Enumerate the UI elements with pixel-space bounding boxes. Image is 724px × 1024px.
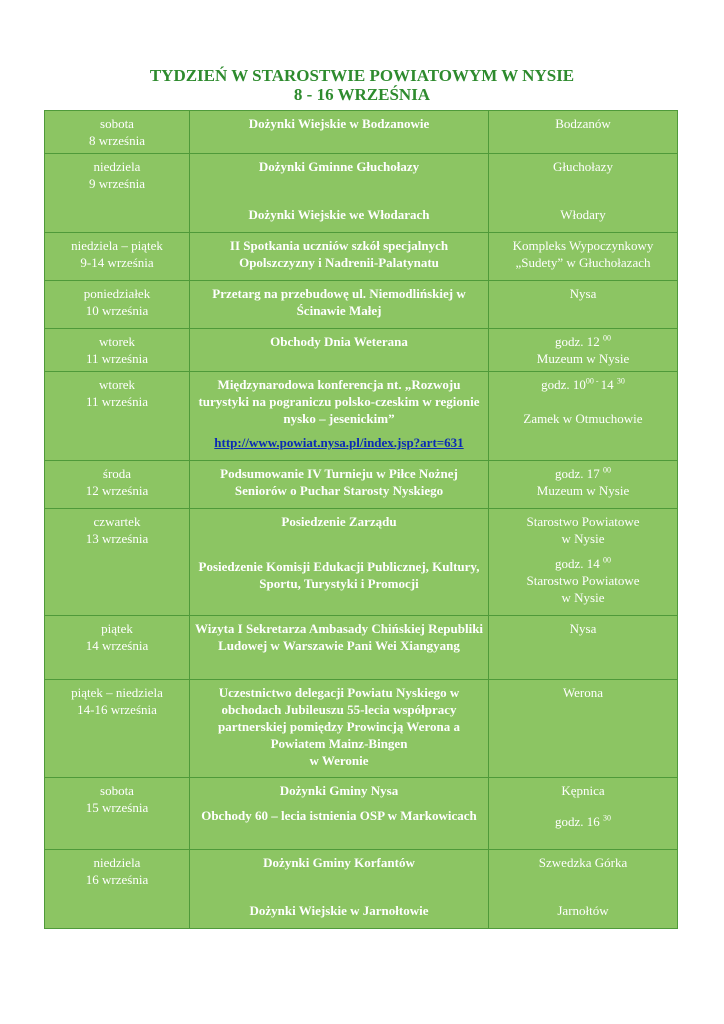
- time-end: 14: [600, 377, 614, 392]
- table-row: [45, 509, 678, 616]
- weekday: wtorek: [98, 334, 136, 349]
- event-title: II Spotkania uczniów szkół specjalnych Opolszczyzny i Nadrenii-Palatynatu: [229, 238, 449, 270]
- day-cell: [45, 329, 190, 372]
- day-cell: [45, 461, 190, 509]
- schedule-table: [44, 110, 678, 929]
- table-row: [45, 281, 678, 329]
- date: 8 września: [89, 133, 145, 148]
- weekday: sobota: [100, 116, 134, 131]
- day-cell: [45, 372, 190, 461]
- event-cell: [190, 616, 489, 680]
- event-title: Dożynki Wiejskie w Jarnołtowie: [249, 903, 429, 918]
- day-cell: [45, 111, 190, 154]
- date: 14-16 września: [77, 702, 157, 717]
- event-title: Dożynki Wiejskie w Bodzanowie: [248, 116, 430, 131]
- event-cell: [190, 778, 489, 850]
- event-cell: [190, 233, 489, 281]
- weekday: piątek: [101, 621, 133, 636]
- date: 10 września: [85, 303, 149, 318]
- place: Jarnołtów: [557, 903, 609, 918]
- weekday: sobota: [100, 783, 134, 798]
- day-cell: [45, 154, 190, 233]
- weekday: niedziela: [93, 855, 141, 870]
- place-cell: [489, 329, 678, 372]
- place: Nysa: [569, 621, 597, 636]
- day-cell: [45, 281, 190, 329]
- place: Nysa: [569, 286, 597, 301]
- place: Starostwo Powiatowe: [526, 514, 640, 529]
- place: Werona: [562, 685, 604, 700]
- weekday: piątek – niedziela: [71, 685, 163, 700]
- event-cell: [190, 850, 489, 929]
- event-cell: [190, 154, 489, 233]
- date: 12 września: [85, 483, 149, 498]
- day-cell: [45, 616, 190, 680]
- place: Zamek w Otmuchowie: [523, 411, 643, 426]
- event-cell: [190, 329, 489, 372]
- place-cell: [489, 616, 678, 680]
- place-cell: [489, 461, 678, 509]
- event-title: Podsumowanie IV Turnieju w Piłce Nożnej Seniorów o Puchar Starosty Nyskiego: [220, 466, 458, 498]
- place: Włodary: [560, 207, 606, 222]
- date: 11 września: [86, 351, 148, 366]
- table-row: [45, 372, 678, 461]
- event-title: Dożynki Gminy Korfantów: [263, 855, 415, 870]
- place: Muzeum w Nysie: [536, 483, 630, 498]
- time-value: godz. 17: [554, 466, 600, 481]
- table-row: [45, 461, 678, 509]
- event-time: [493, 555, 673, 572]
- time-minutes: 00: [603, 555, 612, 565]
- place: Muzeum w Nysie: [536, 351, 630, 366]
- event-time: [493, 465, 673, 482]
- date: 11 września: [86, 394, 148, 409]
- table-row: [45, 680, 678, 778]
- event-title: Posiedzenie Komisji Edukacji Publicznej, Kultury, Sportu, Turystyki i Promocji: [198, 559, 480, 591]
- weekday: czwartek: [93, 514, 141, 529]
- event-time: [493, 333, 673, 350]
- weekday: niedziela – piątek: [71, 238, 163, 253]
- time-end-minutes: 30: [616, 376, 625, 386]
- event-title: w Weronie: [309, 753, 369, 768]
- place: Kępnica: [561, 783, 605, 798]
- day-cell: [45, 778, 190, 850]
- place: Głuchołazy: [553, 159, 613, 174]
- date: 9 września: [89, 176, 145, 191]
- table-row: [45, 111, 678, 154]
- place-cell: [489, 111, 678, 154]
- event-cell: [190, 281, 489, 329]
- table-row: [45, 154, 678, 233]
- event-time: [493, 376, 673, 393]
- event-cell: [190, 111, 489, 154]
- date: 16 września: [85, 872, 149, 887]
- event-title: Międzynarodowa konferencja nt. „Rozwoju turystyki na pograniczu polsko-czeskim w regionie nysko – jesenickim”: [198, 377, 480, 426]
- day-cell: [45, 233, 190, 281]
- table-row: [45, 233, 678, 281]
- event-title: Dożynki Gminy Nysa: [279, 783, 399, 798]
- event-title: Posiedzenie Zarządu: [281, 514, 397, 529]
- place-cell: [489, 372, 678, 461]
- place: w Nysie: [561, 590, 605, 605]
- place: Starostwo Powiatowe: [526, 573, 640, 588]
- place-cell: [489, 509, 678, 616]
- table-row: [45, 778, 678, 850]
- place-cell: [489, 680, 678, 778]
- date: 15 września: [85, 800, 149, 815]
- table-row: [45, 616, 678, 680]
- event-link[interactable]: http://www.powiat.nysa.pl/index.jsp?art=631: [214, 435, 464, 450]
- weekday: wtorek: [98, 377, 136, 392]
- time-minutes: 00 -: [585, 376, 601, 386]
- place-cell: [489, 233, 678, 281]
- place-cell: [489, 850, 678, 929]
- place: w Nysie: [561, 531, 605, 546]
- time-value: godz. 16: [554, 814, 600, 829]
- weekday: niedziela: [93, 159, 141, 174]
- time-value: godz. 14: [554, 556, 600, 571]
- day-cell: [45, 680, 190, 778]
- title-line-1: TYDZIEŃ W STAROSTWIE POWIATOWYM W NYSIE: [149, 66, 575, 85]
- event-title: Przetarg na przebudowę ul. Niemodlińskiej w Ścinawie Małej: [212, 286, 466, 318]
- place: Kompleks Wypoczynkowy „Sudety” w Głuchołazach: [512, 238, 654, 270]
- event-title: Obchody Dnia Weterana: [270, 334, 408, 349]
- place: Bodzanów: [555, 116, 611, 131]
- page-title: [0, 66, 724, 104]
- event-title: Wizyta I Sekretarza Ambasady Chińskiej Republiki Ludowej w Warszawie Pani Wei Xiangyang: [194, 621, 484, 653]
- time-minutes: 00: [603, 465, 612, 475]
- time-minutes: 00: [603, 333, 612, 343]
- table-row: [45, 329, 678, 372]
- day-cell: [45, 509, 190, 616]
- place-cell: [489, 778, 678, 850]
- event-cell: [190, 680, 489, 778]
- event-cell: [190, 509, 489, 616]
- event-title: Uczestnictwo delegacji Powiatu Nyskiego w obchodach Jubileuszu 55-lecia współpracy partnerskiej pomiędzy Prowincją Werona a Powiatem Mainz-Bingen: [218, 685, 460, 751]
- event-title: Dożynki Gminne Głuchołazy: [258, 159, 420, 174]
- time-value: godz. 10: [541, 377, 586, 392]
- event-title: Obchody 60 – lecia istnienia OSP w Markowicach: [201, 808, 477, 823]
- date: 14 września: [85, 638, 149, 653]
- time-minutes: 30: [603, 813, 612, 823]
- event-time: [493, 813, 673, 830]
- event-cell: [190, 461, 489, 509]
- title-line-2: 8 - 16 WRZEŚNIA: [293, 85, 431, 104]
- event-cell: [190, 372, 489, 461]
- date: 13 września: [85, 531, 149, 546]
- place-cell: [489, 154, 678, 233]
- table-row: [45, 850, 678, 929]
- place-cell: [489, 281, 678, 329]
- place: Szwedzka Górka: [538, 855, 628, 870]
- time-value: godz. 12: [554, 334, 600, 349]
- weekday: poniedziałek: [83, 286, 151, 301]
- weekday: środa: [102, 466, 132, 481]
- date: 9-14 września: [80, 255, 154, 270]
- day-cell: [45, 850, 190, 929]
- event-title: Dożynki Wiejskie we Włodarach: [248, 207, 430, 222]
